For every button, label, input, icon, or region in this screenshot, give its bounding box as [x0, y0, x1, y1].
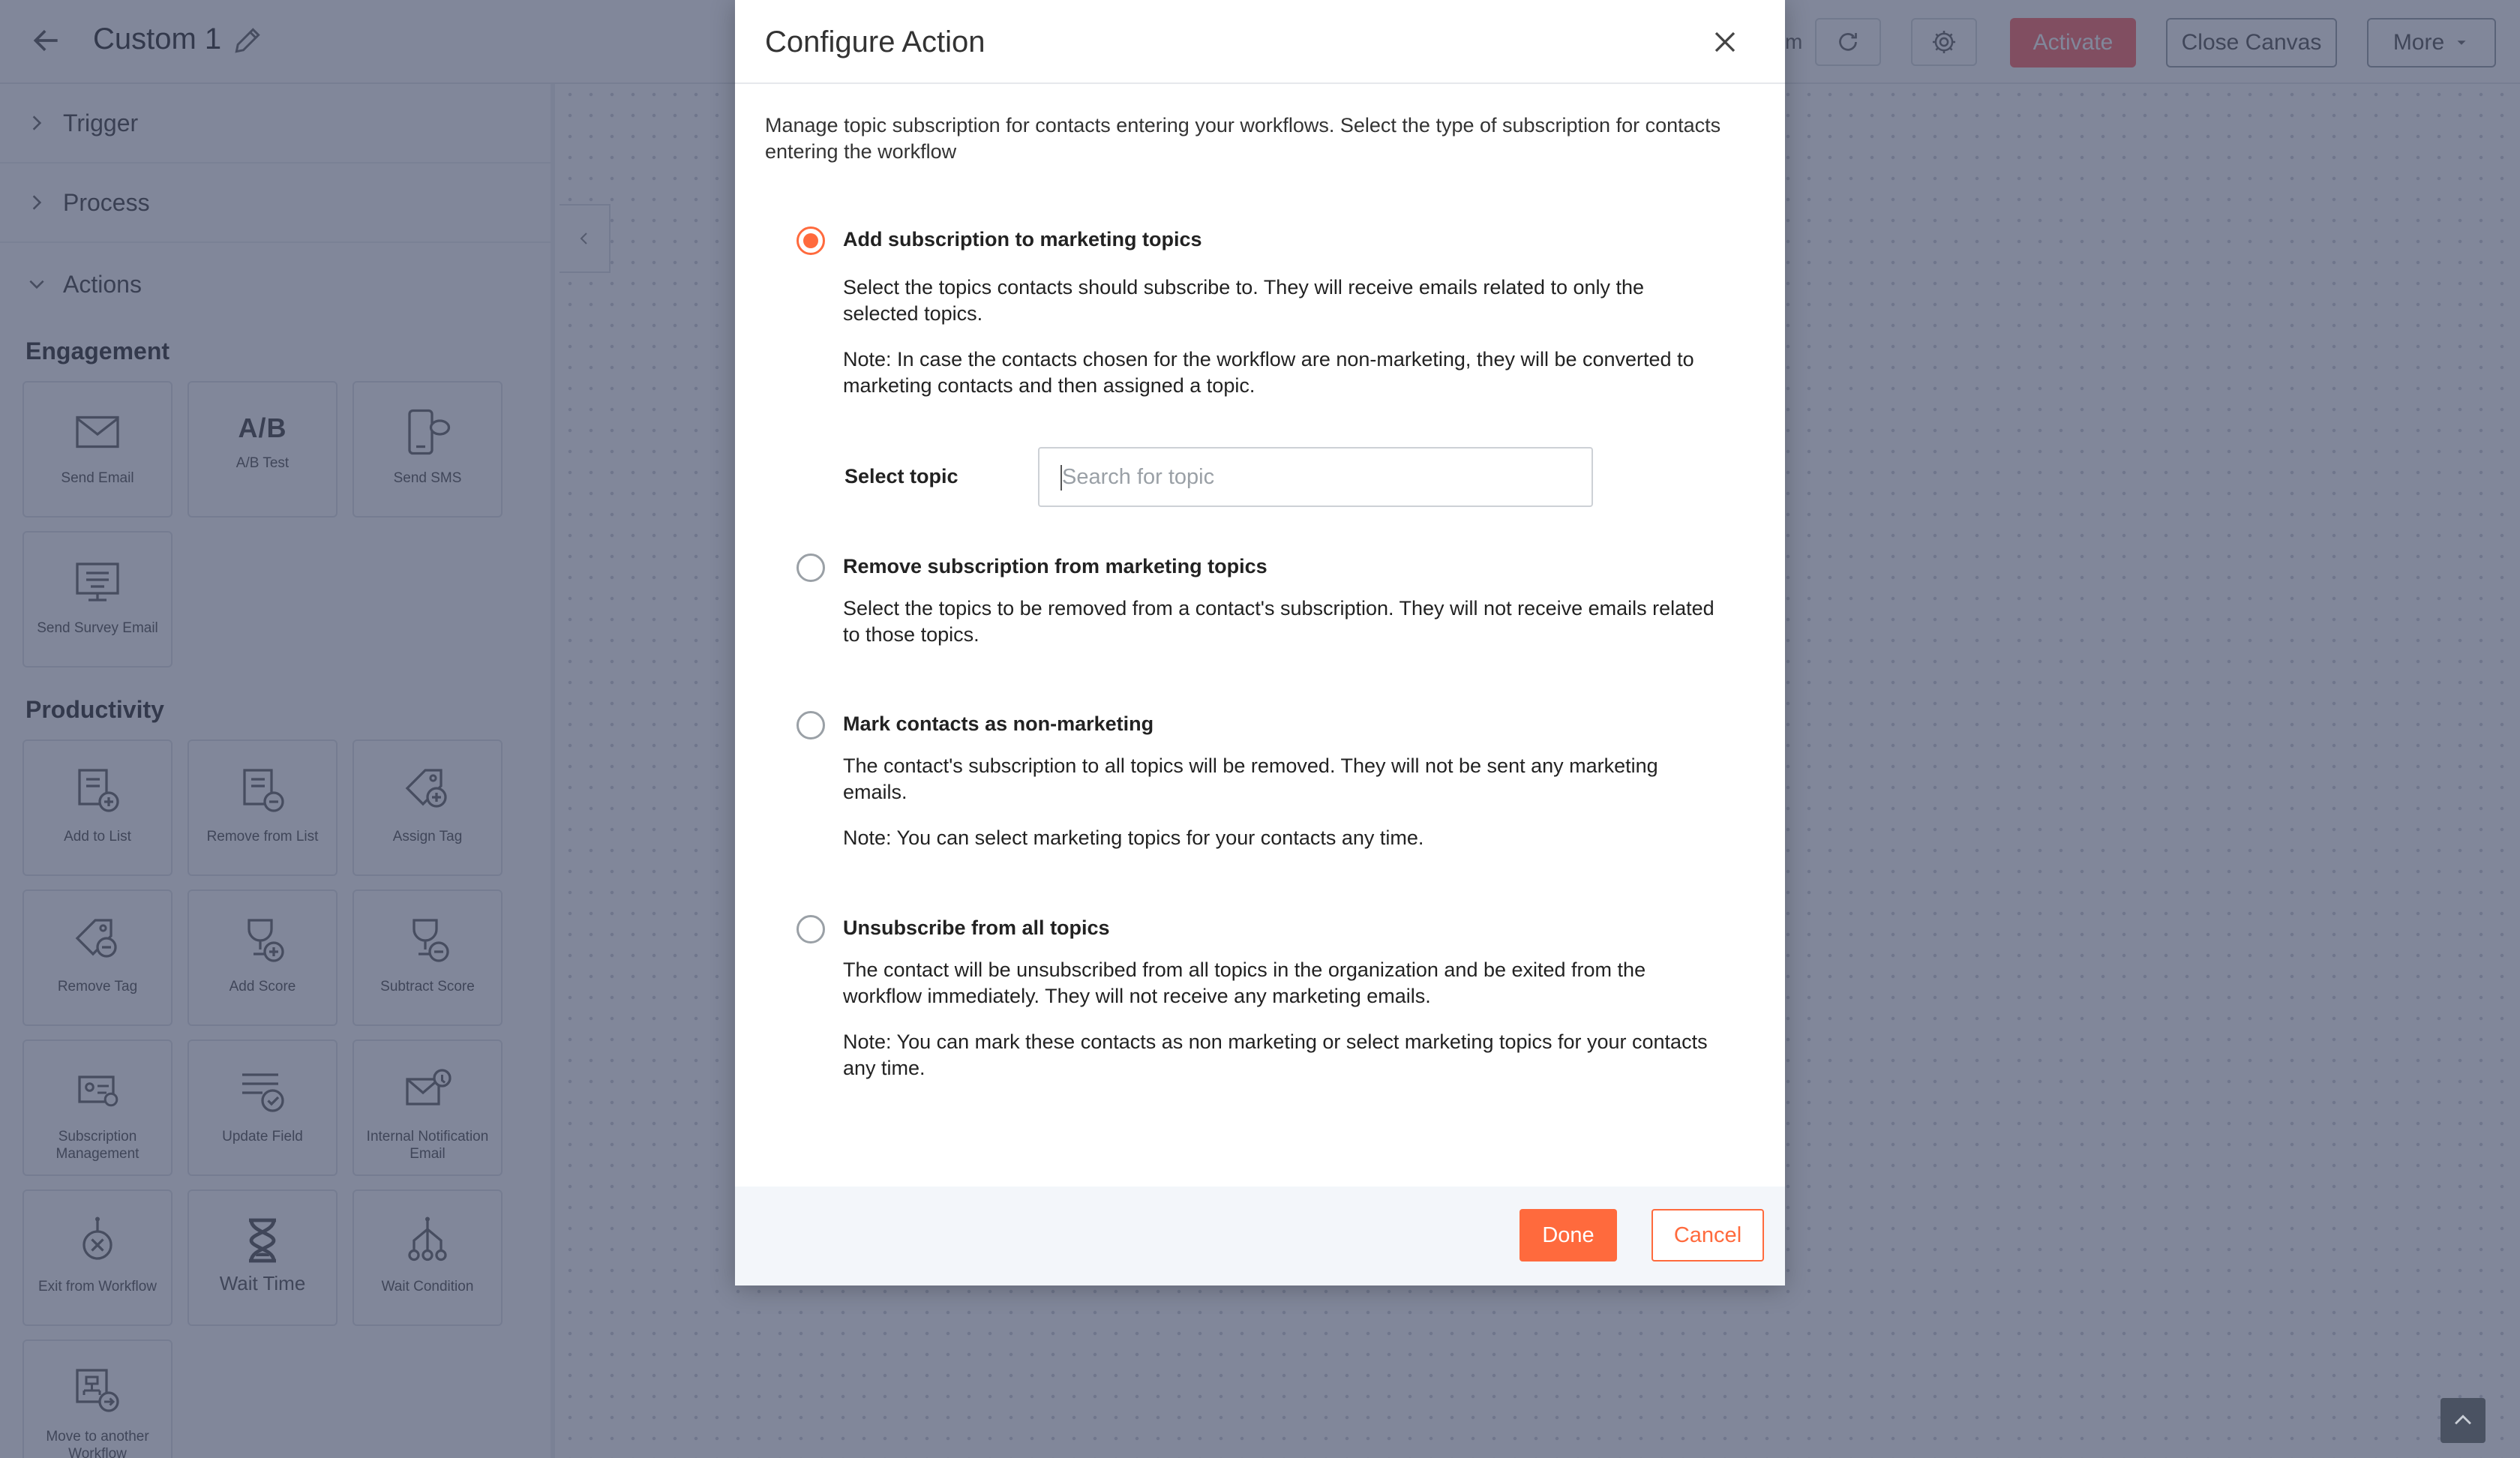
option-description: Select the topics contacts should subscribe to. They will receive emails related to only the selected topics. — [843, 276, 1645, 325]
dialog-footer — [735, 1186, 1785, 1286]
option-title: Unsubscribe from all topics — [843, 916, 1110, 939]
option-description: Select the topics to be removed from a contact's subscription. They will not receive emails related to those topics. — [843, 597, 1714, 646]
scroll-to-top-button[interactable] — [2440, 1398, 2486, 1443]
option-title: Add subscription to marketing topics — [843, 228, 1202, 250]
radio-add-subscription[interactable] — [796, 226, 825, 255]
chevron-up-icon — [2450, 1408, 2476, 1433]
configure-action-dialog — [735, 0, 1785, 1286]
option-title: Remove subscription from marketing topics — [843, 555, 1268, 578]
dialog-intro: Manage topic subscription for contacts entering your workflows. Select the type of subscription for contacts entering the workflow — [765, 114, 1721, 163]
topic-search-input[interactable] — [1038, 447, 1593, 507]
select-topic-label: Select topic — [844, 465, 958, 488]
option-note: Note: In case the contacts chosen for the workflow are non-marketing, they will be converted to marketing contacts and then assigned a topic. — [843, 348, 1694, 397]
option-description: The contact will be unsubscribed from all topics in the organization and be exited from the workflow immediately. They will not receive any marketing emails. — [843, 958, 1646, 1007]
option-title: Mark contacts as non-marketing — [843, 712, 1154, 735]
dialog-title: Configure Action — [765, 26, 986, 58]
dialog-header — [735, 0, 1785, 84]
option-note: Note: You can select marketing topics for your contacts any time. — [843, 826, 1424, 849]
done-button[interactable]: Done — [1520, 1209, 1617, 1262]
text-caret — [1060, 465, 1062, 490]
radio-remove-subscription[interactable] — [796, 554, 825, 582]
cancel-button[interactable]: Cancel — [1652, 1209, 1764, 1262]
radio-unsubscribe-all[interactable] — [796, 915, 825, 944]
close-icon[interactable] — [1712, 28, 1738, 56]
option-note: Note: You can mark these contacts as non marketing or select marketing topics for your contacts any time. — [843, 1030, 1708, 1079]
option-description: The contact's subscription to all topics will be removed. They will not be sent any marketing emails. — [843, 754, 1658, 803]
radio-mark-non-marketing[interactable] — [796, 711, 825, 740]
